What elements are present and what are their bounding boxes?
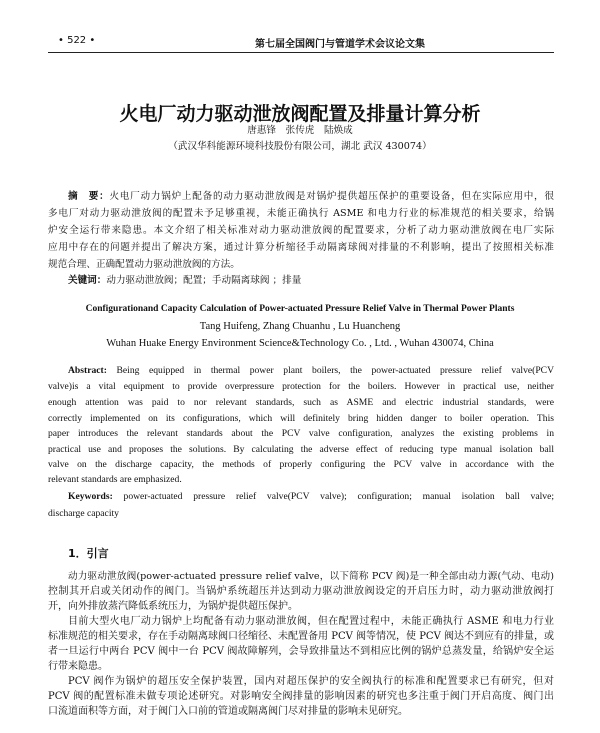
affiliation-cn: （武汉华科能源环境科技股份有限公司，湖北 武汉 430074） xyxy=(168,141,432,152)
page-number: • 522 • xyxy=(58,35,96,46)
keywords-cn-label: 关键词： xyxy=(68,275,107,286)
keywords-en-label: Keywords: xyxy=(68,491,113,502)
keywords-en: power-actuated pressure relief valve(PCV valve); configuration; manual isolation ball valve; xyxy=(123,491,555,502)
authors-cn: 唐惠锋 张传虎 陆焕成 xyxy=(247,125,353,136)
title-en: Configurationand Capacity Calculation of Power-actuated Pressure Relief Valve in Thermal Power Plants xyxy=(85,304,515,314)
header-rule xyxy=(48,52,554,53)
title-cn: 火电厂动力驱动泄放阀配置及排量计算分析 xyxy=(119,103,481,125)
paper-page: • 522 • 第七届全国阀门与管道学术会议论文集 火电厂动力驱动泄放阀配置及排量计算分析 唐惠锋 张传虎 陆焕成 （武汉华科能源环境科技股份有限公司，湖北 武汉 430074） 摘 要：火电厂动力锅炉上配备的动力驱动泄放阀是对锅炉提供超压保护的重要设备，但在实际应用中，很 多电厂对动力驱动泄放阀的配置未予足够重视，未能正确执行 ASME 和电力行业的标准规范的相关要求，给锅 炉安全运行带来隐患。本文介绍了相关标准对动力驱动泄放阀的配置要求，分析了动力驱动泄放阀在电厂实际 应用中存在的问题并提出了解决方案，通过计算分析缩径手动隔离球阀对排量的不利影响，提出了按照相关标准 规范合理、正确配置动力驱动泄放阀的方法。 关键词：动力驱动泄放阀；配置；手动隔离球阀 ；排量 Configurationand Capacity Calculation of Power-actuated Pressure Relief Valve in Thermal Power Plants Tang Huifeng, Zhang Chuanhu , Lu Huancheng Wuhan Huake Energy Environment Science&Technology Co. , Ltd. , Wuhan 430074, China Abstract: Being equipped in thermal power plant boilers, the power-actuated pressure relief valve(PCV valve)is a vital equipment to provide overpressure protection for the boilers. However in practical use, neither enough attention was paid to nor relevant standards, such as ASME and electric industrial standards, were correctly implemented on its configurations, which will definitely bring hidden danger to boiler operation. This paper introduces the relevant standards about the PCV valve configuration, analyzes the existing problems in practical use and proposes the solutions. By calculating the adverse effect of reducing type manual isolation ball valve on the discharge capacity, the methods of properly configuring the PCV valve in accordance with the relevant standards are emphasized. Keywords: power-actuated pressure relief valve(PCV valve); configuration; manual isolation ball valve; discharge capacity 1．引言 动力驱动泄放阀(power-actuated pressure relief valve，以下简称 PCV 阀)是一种全部由动力源(气动、电动) 控制其开启或关闭动作的阀门。当锅炉系统超压并达到动力驱动泄放阀设定的开启压力时，动力驱动泄放阀打 开，向外排放蒸汽降低系统压力，为锅炉提供超压保护。 目前大型火电厂动力锅炉上均配备有动力驱动泄放阀，但在配置过程中，未能正确执行 ASME 和电力行业 标准规范的相关要求，存在手动隔离球阀口径缩径、未配置备用 PCV 阀等情况，使 PCV 阀达不到应有的排量，或 者一旦运行中两台 PCV 阀中一台 PCV 阀故障解列，会导致排量达不到相应比例的锅炉总蒸发量，给锅炉安全运 行带来隐患。 PCV 阀作为锅炉的超压安全保护装置，国内对超压保护的安全阀执行的标准和配置要求已有研究，但对 PCV 阀的配置标准未做专项论述研究。对影响安全阀排量的影响因素的研究也多注重于阀门开启高度、阀门出 口流道面积等方面，对于阀门入口前的管道或隔离阀门尽对排量的影响未见研究。 xyxy=(0,0,600,733)
keywords-cn: 动力驱动泄放阀；配置；手动隔离球阀 ；排量 xyxy=(106,275,302,286)
affiliation-en: Wuhan Huake Energy Environment Science&Technology Co. , Ltd. , Wuhan 430074, China xyxy=(106,338,494,349)
authors-en: Tang Huifeng, Zhang Chuanhu , Lu Huancheng xyxy=(199,321,401,332)
abstract-cn-label: 摘 要： xyxy=(68,191,110,202)
running-header: 第七届全国阀门与管道学术会议论文集 xyxy=(255,39,425,50)
abstract-en-label: Abstract: xyxy=(68,365,107,376)
section-heading: 1．引言 xyxy=(68,547,109,560)
